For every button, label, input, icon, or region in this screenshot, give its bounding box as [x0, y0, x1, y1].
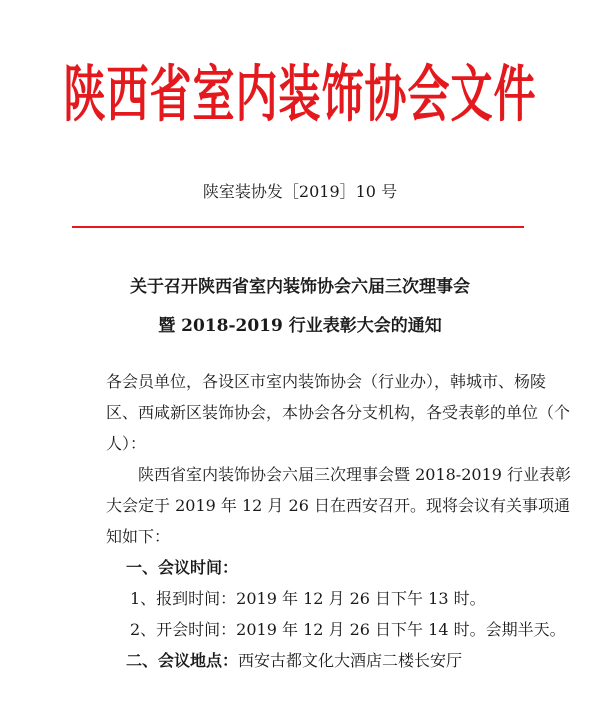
paragraph1-line2: 大会定于 2019 年 12 月 26 日在西安召开。现将会议有关事项通 — [106, 496, 570, 515]
salutation-line3: 人）： — [106, 434, 147, 453]
section2-line — [126, 651, 462, 671]
section1-item2: 2、开会时间：2019 年 12 月 26 日下午 14 时。会期半天。 — [130, 620, 566, 639]
header-divider — [72, 226, 524, 228]
section1-heading: 一、会议时间： — [126, 558, 239, 577]
document-number: 陕室装协发［2019］10 号 — [202, 182, 398, 201]
section2-heading: 二、会议地点： — [126, 651, 239, 670]
org-title: 陕西省室内装饰协会文件 — [63, 58, 537, 130]
section1-item1: 1、报到时间：2019 年 12 月 26 日下午 13 时。 — [130, 589, 486, 608]
section2-value: 西安古都文化大酒店二楼长安厅 — [238, 651, 463, 670]
salutation-line2: 区、西咸新区装饰协会，本协会各分支机构，各受表彰的单位（个 — [106, 403, 571, 422]
notice-title-line1: 关于召开陕西省室内装饰协会六届三次理事会 — [130, 277, 470, 297]
paragraph1-line3: 知如下： — [106, 527, 171, 546]
paragraph1-line1: 陕西省室内装饰协会六届三次理事会暨 2018-2019 行业表彰 — [138, 465, 572, 484]
notice-title-line2: 暨 2018-2019 行业表彰大会的通知 — [158, 316, 442, 336]
salutation-line1: 各会员单位，各设区市室内装饰协会（行业办），韩城市、杨陵 — [106, 372, 547, 391]
